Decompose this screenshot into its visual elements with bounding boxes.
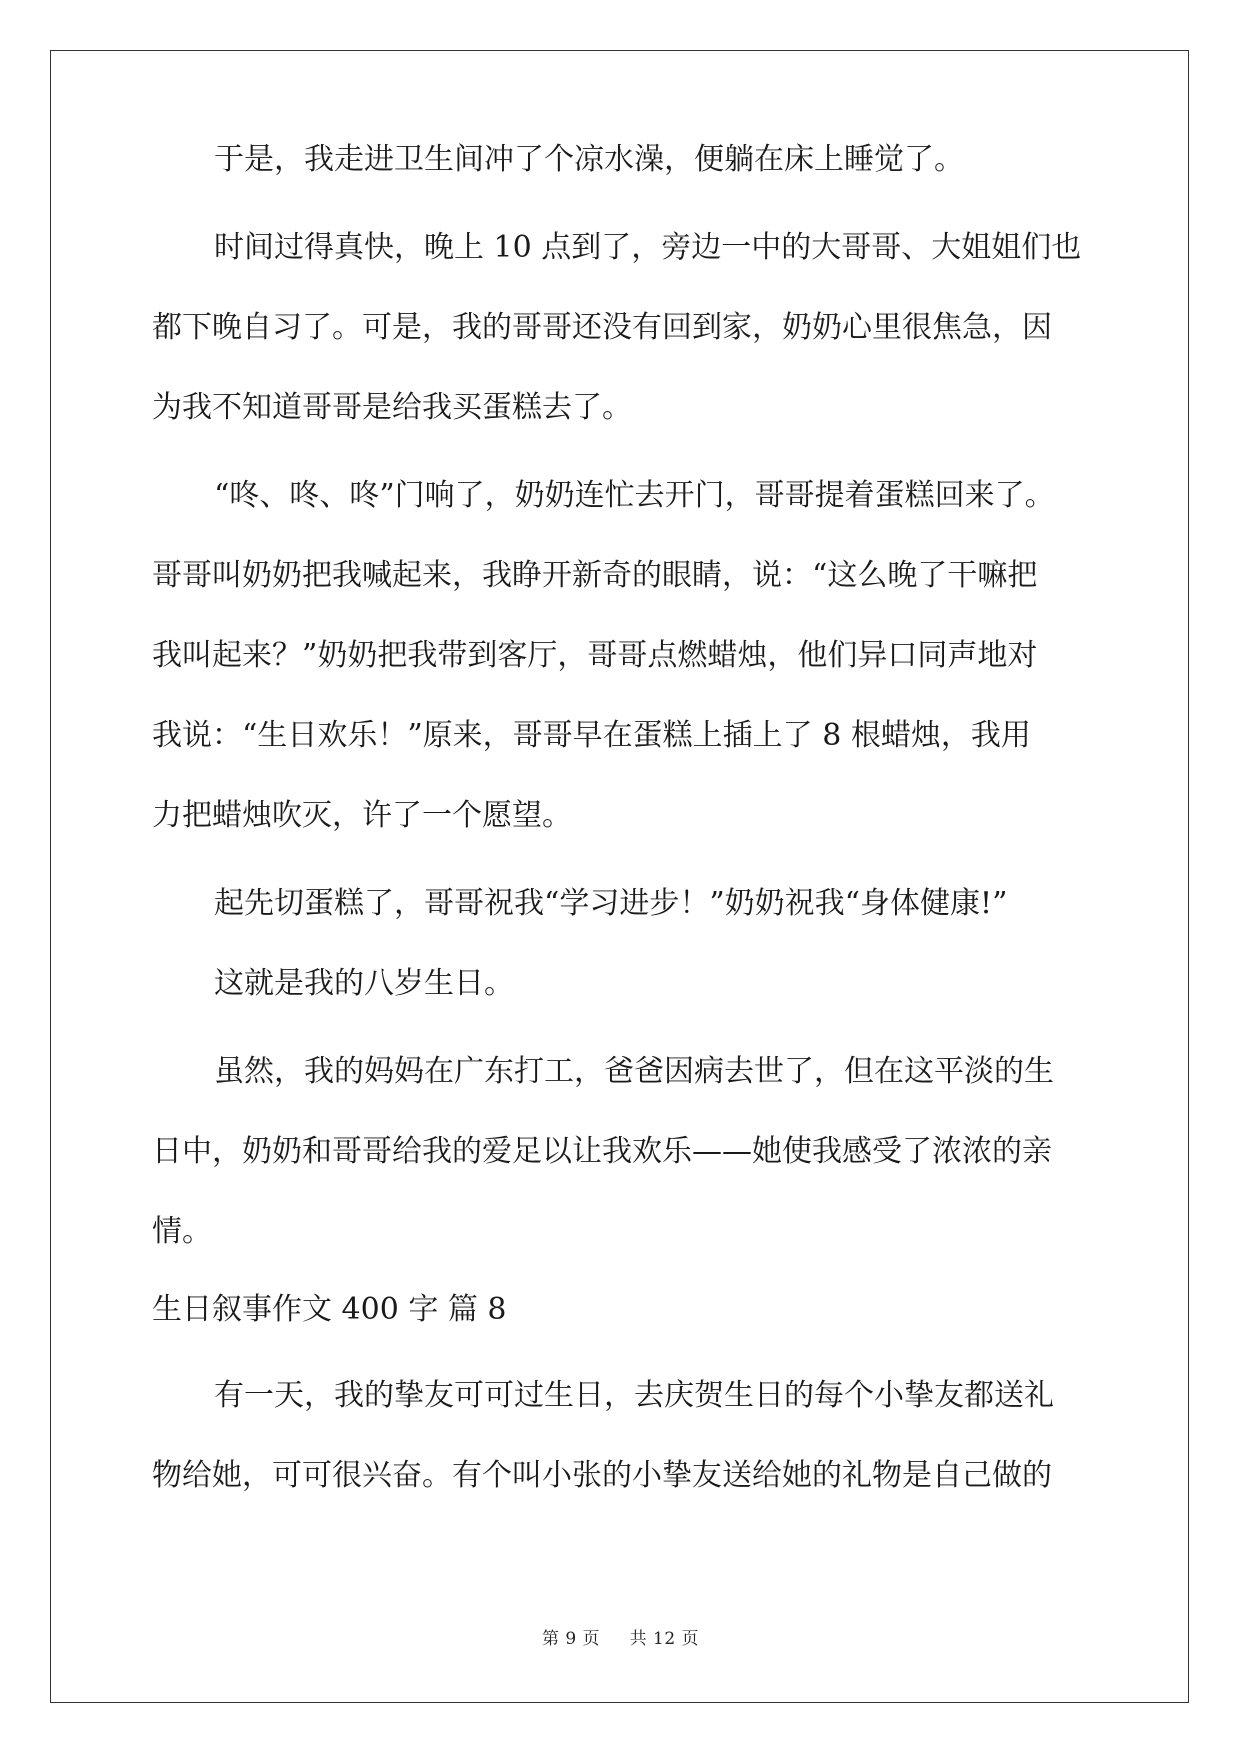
paragraph-line: 虽然，我的妈妈在广东打工，爸爸因病去世了，但在这平淡的生 — [214, 1054, 1054, 1089]
paragraph-line: 物给她，可可很兴奋。有个叫小张的小挚友送给她的礼物是自己做的 — [152, 1458, 1052, 1493]
paragraph-line: 力把蜡烛吹灭，许了一个愿望。 — [152, 798, 572, 833]
paragraph-line: 我叫起来？”奶奶把我带到客厅，哥哥点燃蜡烛，他们异口同声地对 — [152, 638, 1038, 673]
paragraph-line: 于是，我走进卫生间冲了个凉水澡，便躺在床上睡觉了。 — [214, 142, 964, 177]
paragraph-line: 情。 — [152, 1214, 212, 1249]
paragraph-line: 有一天，我的挚友可可过生日，去庆贺生日的每个小挚友都送礼 — [214, 1378, 1054, 1413]
page-footer — [0, 1624, 1241, 1649]
paragraph-line: 我说：“生日欢乐！”原来，哥哥早在蛋糕上插上了 8 根蜡烛，我用 — [152, 718, 1031, 753]
paragraph-line: 都下晚自习了。可是，我的哥哥还没有回到家，奶奶心里很焦急，因 — [152, 310, 1052, 345]
paragraph-line: 时间过得真快，晚上 10 点到了，旁边一中的大哥哥、大姐姐们也 — [214, 230, 1082, 265]
paragraph-line: 日中，奶奶和哥哥给我的爱足以让我欢乐——她使我感受了浓浓的亲 — [152, 1134, 1052, 1169]
page-number: 第 9 页 — [541, 1629, 601, 1649]
total-pages: 共 12 页 — [629, 1629, 700, 1649]
paragraph-line: 这就是我的八岁生日。 — [214, 966, 514, 1001]
paragraph-line: 起先切蛋糕了，哥哥祝我“学习进步！”奶奶祝我“身体健康!” — [214, 886, 1008, 921]
paragraph-line: 哥哥叫奶奶把我喊起来，我睁开新奇的眼睛，说：“这么晚了干嘛把 — [152, 558, 1038, 593]
paragraph-line: “咚、咚、咚”门响了，奶奶连忙去开门，哥哥提着蛋糕回来了。 — [214, 478, 1055, 513]
paragraph-line: 为我不知道哥哥是给我买蛋糕去了。 — [152, 390, 632, 425]
section-heading: 生日叙事作文 400 字 篇 8 — [152, 1292, 507, 1327]
